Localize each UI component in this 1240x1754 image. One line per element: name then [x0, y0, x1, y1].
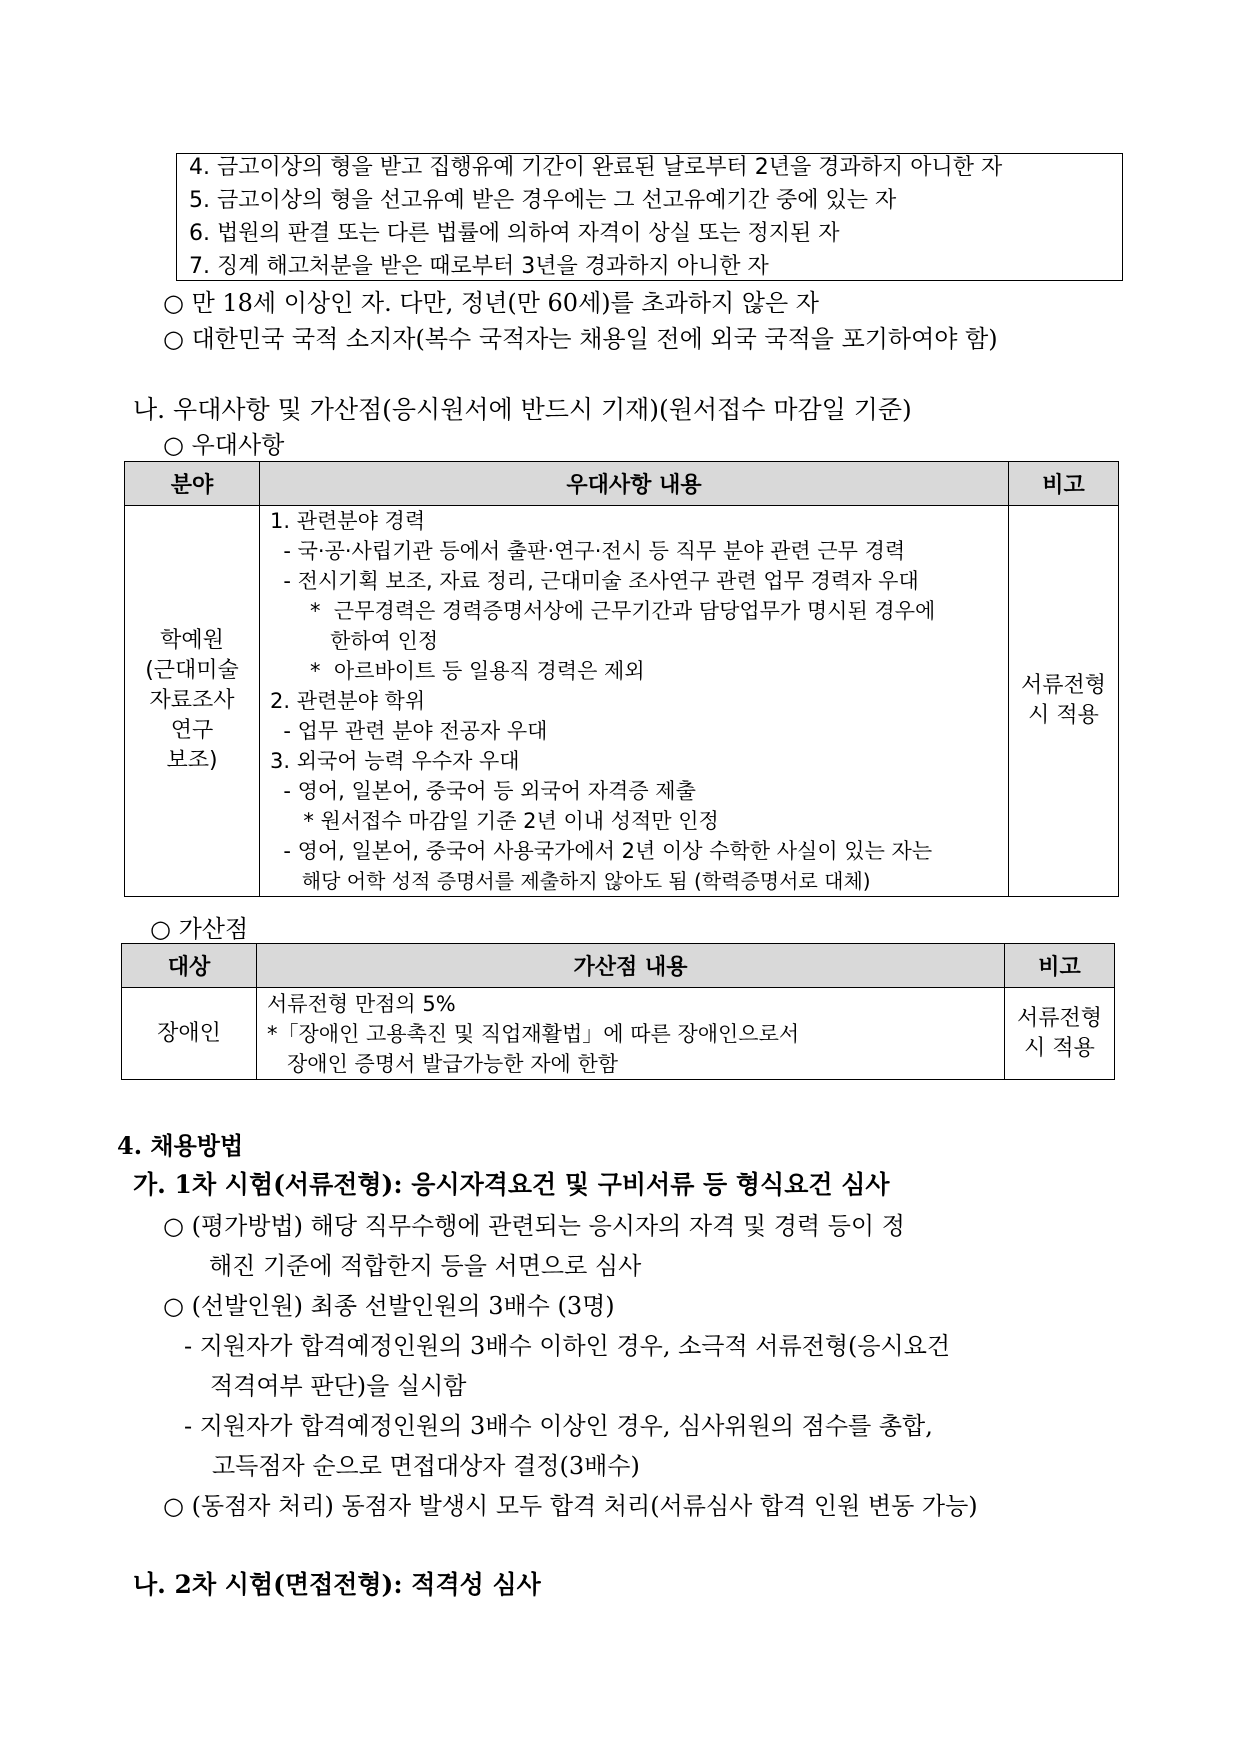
table-header: 비고	[1005, 944, 1115, 988]
selection-count: ○ (선발인원) 최종 선발인원의 3배수 (3명)	[163, 1292, 615, 1320]
preference-content-cell	[260, 506, 1009, 897]
preference-table	[124, 461, 1119, 897]
disqualification-item: 4. 금고이상의 형을 받고 집행유예 기간이 완료된 날로부터 2년을 경과하지 아니한 자	[189, 155, 1003, 180]
selection-case-1: - 지원자가 합격예정인원의 3배수 이하인 경우, 소극적 서류전형(응시요건	[184, 1332, 951, 1360]
first-exam-heading: 가. 1차 시험(서류전형): 응시자격요건 및 구비서류 등 형식요건 심사	[133, 1170, 890, 1199]
preference-heading: 나. 우대사항 및 가산점(응시원서에 반드시 기재)(원서접수 마감일 기준)	[133, 395, 912, 424]
content-line: * 아르바이트 등 일용직 경력은 제외	[270, 659, 645, 683]
disqualification-item: 6. 법원의 판결 또는 다른 법률에 의하여 자격이 상실 또는 정지된 자	[189, 221, 840, 246]
target-cell: 장애인	[122, 988, 257, 1080]
note-cell	[1005, 988, 1115, 1080]
content-line: 3. 외국어 능력 우수자 우대	[270, 749, 520, 773]
disqualification-box	[176, 153, 1123, 281]
content-line: * 근무경력은 경력증명서상에 근무기간과 담당업무가 명시된 경우에	[270, 599, 936, 623]
table-header: 비고	[1009, 462, 1119, 506]
content-line: - 전시기획 보조, 자료 정리, 근대미술 조사연구 관련 업무 경력자 우대	[270, 569, 919, 593]
note-line: 시 적용	[1024, 1035, 1095, 1061]
table-header: 가산점 내용	[257, 944, 1005, 988]
evaluation-method: ○ (평가방법) 해당 직무수행에 관련되는 응시자의 자격 및 경력 등이 정	[163, 1212, 905, 1240]
second-exam-heading: 나. 2차 시험(면접전형): 적격성 심사	[133, 1570, 541, 1599]
tie-handling: ○ (동점자 처리) 동점자 발생시 모두 합격 처리(서류심사 합격 인원 변동 가능)	[163, 1492, 978, 1520]
content-line: - 영어, 일본어, 중국어 등 외국어 자격증 제출	[270, 779, 696, 803]
bonus-subheading: ○ 가산점	[150, 915, 249, 943]
content-line: 서류전형 만점의 5%	[267, 991, 456, 1016]
field-line: (근대미술	[145, 658, 239, 683]
evaluation-method-cont: 해진 기준에 적합한지 등을 서면으로 심사	[209, 1252, 642, 1280]
content-line: 해당 어학 성적 증명서를 제출하지 않아도 됨 (학력증명서로 대체)	[270, 869, 871, 893]
content-line: 한하여 인정	[270, 629, 439, 653]
preference-subheading: ○ 우대사항	[163, 431, 285, 459]
content-line: 장애인 증명서 발급가능한 자에 한함	[267, 1051, 619, 1076]
content-line: - 업무 관련 분야 전공자 우대	[270, 719, 548, 743]
disqualification-item: 5. 금고이상의 형을 선고유예 받은 경우에는 그 선고유예기간 중에 있는 자	[189, 188, 897, 213]
hiring-method-heading: 4. 채용방법	[117, 1131, 244, 1160]
eligibility-age: ○ 만 18세 이상인 자. 다만, 정년(만 60세)를 초과하지 않은 자	[163, 289, 819, 317]
note-line: 서류전형	[1020, 673, 1106, 698]
table-header: 우대사항 내용	[260, 462, 1009, 506]
selection-case-2-cont: 고득점자 순으로 면접대상자 결정(3배수)	[212, 1452, 640, 1480]
table-header: 대상	[122, 944, 257, 988]
note-line: 시 적용	[1028, 703, 1099, 728]
field-line: 자료조사	[149, 688, 235, 713]
selection-case-2: - 지원자가 합격예정인원의 3배수 이상인 경우, 심사위원의 점수를 총합,	[184, 1412, 933, 1440]
field-line: 보조)	[166, 748, 218, 773]
content-line: * 원서접수 마감일 기준 2년 이내 성적만 인정	[270, 809, 719, 833]
content-line: 1. 관련분야 경력	[270, 509, 426, 533]
note-line: 서류전형	[1016, 1005, 1102, 1031]
table-header: 분야	[125, 462, 260, 506]
field-line: 학예원	[160, 628, 224, 653]
disqualification-item: 7. 징계 해고처분을 받은 때로부터 3년을 경과하지 아니한 자	[189, 254, 769, 279]
bonus-table	[121, 943, 1115, 1080]
bonus-content-cell	[257, 988, 1005, 1080]
field-cell	[125, 506, 260, 897]
note-cell	[1009, 506, 1119, 897]
eligibility-nationality: ○ 대한민국 국적 소지자(복수 국적자는 채용일 전에 외국 국적을 포기하여야 함)	[163, 325, 998, 353]
content-line: - 국·공·사립기관 등에서 출판·연구·전시 등 직무 분야 관련 근무 경력	[270, 539, 906, 563]
content-line: 2. 관련분야 학위	[270, 689, 426, 713]
field-line: 연구	[170, 718, 214, 743]
content-line: *「장애인 고용촉진 및 직업재활법」에 따른 장애인으로서	[267, 1021, 800, 1046]
content-line: - 영어, 일본어, 중국어 사용국가에서 2년 이상 수학한 사실이 있는 자는	[270, 839, 933, 863]
selection-case-1-cont: 적격여부 판단)을 실시함	[210, 1372, 467, 1400]
